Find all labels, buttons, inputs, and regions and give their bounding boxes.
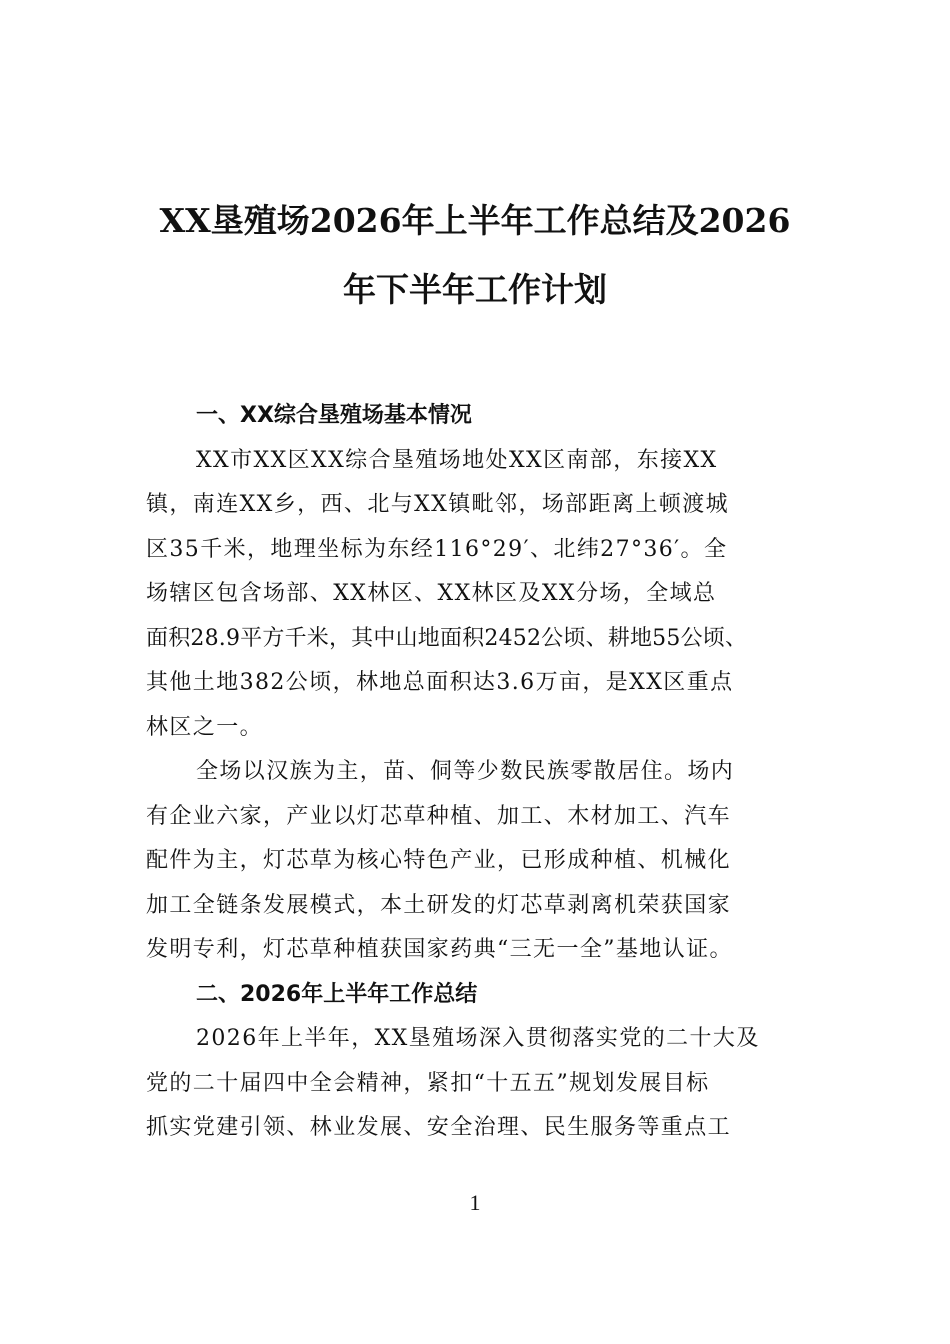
section-heading-basic-info: 一、XX综合垦殖场基本情况: [196, 403, 472, 428]
paragraph-line: 面积28.9平方千米，其中山地面积2452公顷、耕地55公顷、: [146, 625, 748, 651]
paragraph-line: 有企业六家，产业以灯芯草种植、加工、木材加工、汽车: [146, 803, 732, 829]
paragraph-line: 2026年上半年，XX垦殖场深入贯彻落实党的二十大及: [196, 1026, 760, 1051]
title-line: XX垦殖场2026年上半年工作总结及2026: [159, 201, 791, 240]
paragraph-line: 全场以汉族为主，苗、侗等少数民族零散居住。场内: [196, 759, 735, 784]
paragraph-line: 林区之一。: [146, 714, 264, 740]
paragraph-line: 其他土地382公顷，林地总面积达3.6万亩，是XX区重点: [146, 670, 734, 695]
page-number: 1: [469, 1190, 481, 1215]
document-body: [146, 394, 810, 1151]
paragraph-line: 配件为主，灯芯草为核心特色产业，已形成种植、机械化: [146, 848, 732, 873]
paragraph-line: 加工全链条发展模式，本土研发的灯芯草剥离机荣获国家: [146, 892, 732, 918]
paragraph-line: 场辖区包含场部、XX林区、XX林区及XX分场，全域总: [146, 581, 717, 606]
paragraph-line: 镇，南连XX乡，西、北与XX镇毗邻，场部距离上顿渡城: [146, 492, 730, 517]
title-line: 年下半年工作计划: [343, 270, 607, 309]
paragraph-line: 发明专利，灯芯草种植获国家药典“三无一全”基地认证。: [146, 937, 733, 962]
paragraph-line: 区35千米，地理坐标为东经116°29′、北纬27°36′。全: [146, 536, 728, 562]
paragraph-location: [146, 439, 810, 751]
paragraph-industry: [146, 750, 810, 973]
paragraph-line: 党的二十届四中全会精神，紧扣“十五五”规划发展目标: [146, 1070, 710, 1096]
document-title: [120, 186, 830, 324]
paragraph-line: 抓实党建引领、林业发展、安全治理、民生服务等重点工: [146, 1115, 732, 1140]
paragraph-line: XX市XX区XX综合垦殖场地处XX区南部，东接XX: [196, 447, 718, 473]
section-heading-summary: 二、2026年上半年工作总结: [196, 981, 478, 1007]
paragraph-summary: [146, 1017, 810, 1151]
